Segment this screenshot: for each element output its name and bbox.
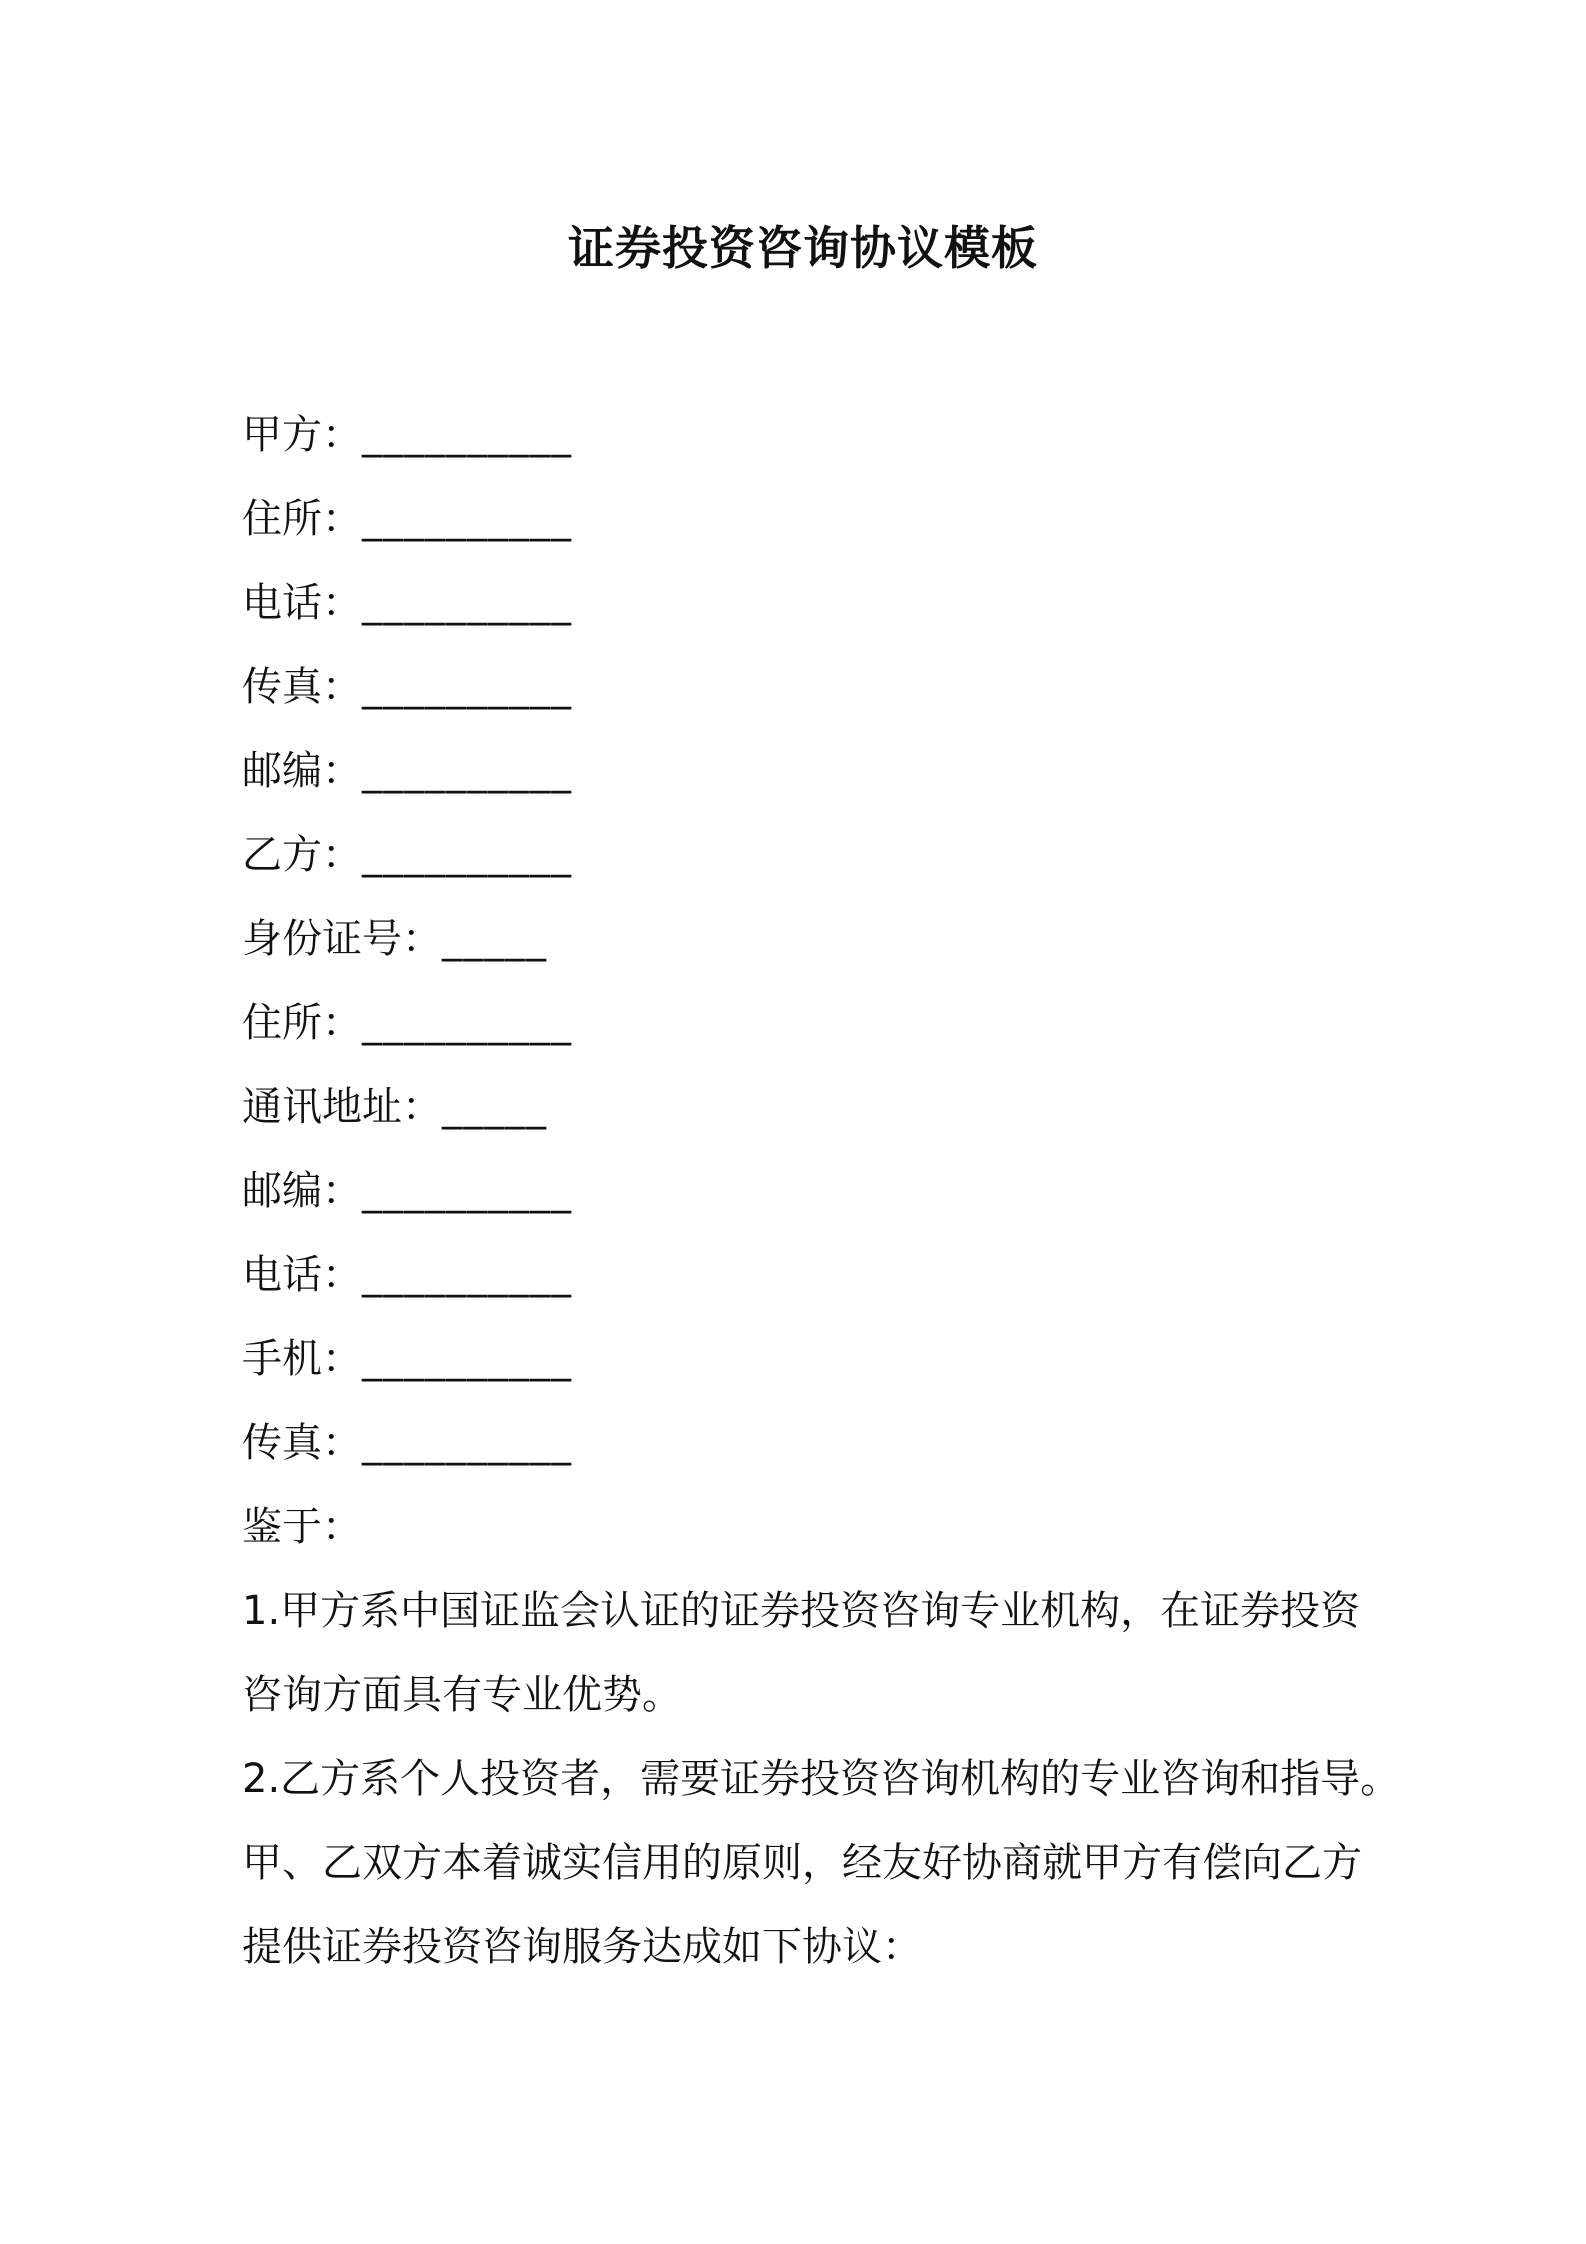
field-label: 电话： [242,580,362,626]
party-a-name-field [242,393,1442,477]
field-label: 邮编： [242,1168,362,1214]
whereas-heading: 鉴于： [242,1504,362,1550]
field-blank: __________ [362,1168,572,1214]
field-label: 邮编： [242,748,362,794]
field-label: 乙方： [242,832,362,878]
field-blank: _____ [442,1084,547,1130]
field-blank: __________ [362,496,572,542]
field-label: 电话： [242,1252,362,1298]
party-a-phone-field [242,561,1442,645]
field-blank: __________ [362,1420,572,1466]
party-b-postcode-field [242,1149,1442,1233]
paragraph-line: 2.乙方系个人投资者，需要证券投资咨询机构的专业咨询和指导。 [242,1756,1401,1802]
party-a-address-field [242,477,1442,561]
party-b-mobile-field [242,1317,1442,1401]
recital-paragraph-1 [242,1569,1442,1737]
field-blank: __________ [362,1252,572,1298]
field-blank: __________ [362,1336,572,1382]
party-b-mailing-address-field [242,1065,1442,1149]
field-label: 通讯地址： [242,1084,442,1130]
recital-paragraph-2 [242,1737,1442,1821]
field-label: 住所： [242,496,362,542]
field-label: 住所： [242,1000,362,1046]
paragraph-line: 提供证券投资咨询服务达成如下协议： [242,1924,922,1970]
party-a-postcode-field [242,729,1442,813]
field-blank: __________ [362,412,572,458]
party-b-fax-field [242,1401,1442,1485]
field-blank: __________ [362,832,572,878]
document-title: 证券投资咨询协议模板 [568,221,1038,275]
field-blank: __________ [362,748,572,794]
paragraph-line: 1.甲方系中国证监会认证的证券投资咨询专业机构，在证券投资 [242,1588,1361,1634]
party-b-name-field [242,813,1442,897]
field-blank: __________ [362,1000,572,1046]
field-label: 传真： [242,664,362,710]
document-body [242,393,1442,1989]
paragraph-line: 甲、乙双方本着诚实信用的原则，经友好协商就甲方有偿向乙方 [242,1840,1362,1886]
paragraph-line: 咨询方面具有专业优势。 [242,1672,682,1718]
field-blank: __________ [362,664,572,710]
agreement-intro-paragraph [242,1821,1442,1989]
party-a-fax-field [242,645,1442,729]
party-b-address-field [242,981,1442,1065]
field-label: 身份证号： [242,916,442,962]
field-label: 甲方： [242,412,362,458]
field-blank: __________ [362,580,572,626]
party-b-id-number-field [242,897,1442,981]
field-label: 传真： [242,1420,362,1466]
field-label: 手机： [242,1336,362,1382]
field-blank: _____ [442,916,547,962]
party-b-phone-field [242,1233,1442,1317]
